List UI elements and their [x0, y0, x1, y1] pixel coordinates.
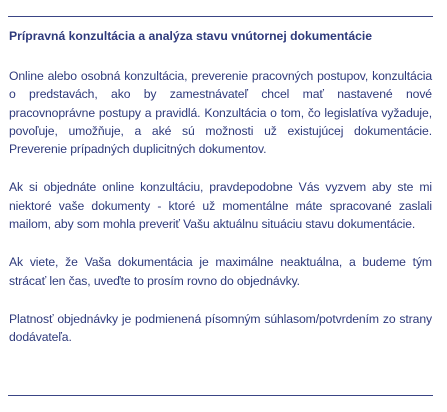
- document-body: [9, 28, 432, 367]
- paragraph-outdated-documentation: Ak viete, že Vaša dokumentácia je maximálne neaktuálna, a budeme tým strácať len čas, uveďte to prosím rovno do objednávky.: [9, 255, 432, 288]
- paragraph-consultation: Online alebo osobná konzultácia, preverenie pracovných postupov, konzultácia o predstavách, ako by zamestnávateľ chcel mať nastavené nové pracovnoprávne postupy a pravidlá. Konzultácia o tom, čo legislatíva vyžaduje, povoľuje, umožňuje, a aké sú možnosti už existujúcej dokumentácie. Preverenie prípadných duplicitných dokumentov.: [9, 69, 432, 157]
- document-title: Prípravná konzultácia a analýza stavu vnútornej dokumentácie: [9, 29, 373, 43]
- paragraph-order-validity: Platnosť objednávky je podmienená písomným súhlasom/potvrdením zo strany dodávateľa.: [9, 311, 432, 345]
- top-divider: [8, 16, 433, 17]
- bottom-divider: [8, 395, 433, 396]
- paragraph-online-consultation: Ak si objednáte online konzultáciu, pravdepodobne Vás vyzvem aby ste mi niektoré vaše dokumenty - ktoré už momentálne máte spracované zaslali mailom, aby som mohla preveriť Vašu aktuálnu situáciu stavu dokumentácie.: [9, 180, 432, 232]
